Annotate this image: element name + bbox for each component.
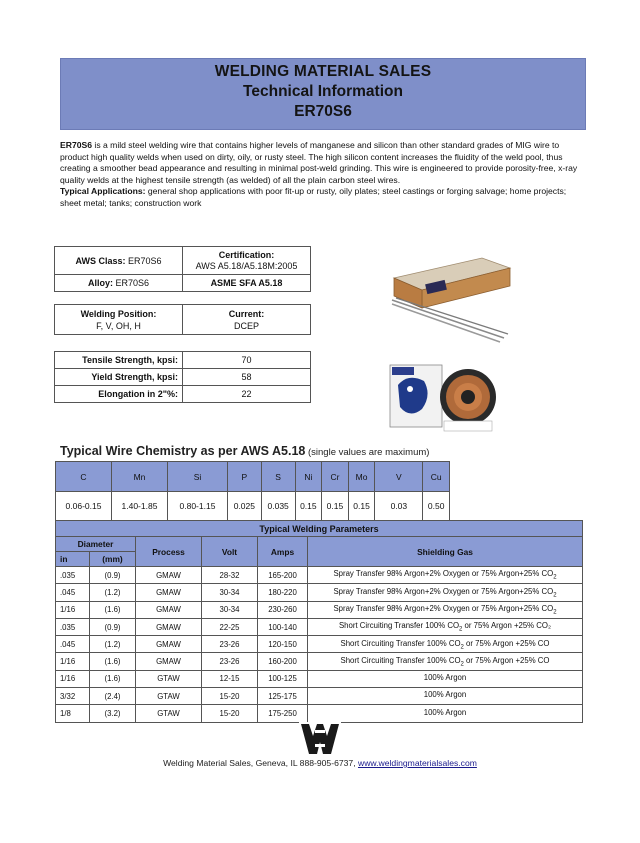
process-cell: GMAW	[136, 636, 202, 653]
parameter-row	[56, 688, 583, 705]
diameter-in-cell: .035	[56, 618, 90, 635]
gas-text: Spray Transfer 98% Argon+2% Oxygen or 75% Argon+25% CO	[333, 569, 554, 579]
welding-parameters-table	[55, 520, 583, 723]
shielding-gas-cell	[308, 688, 583, 705]
gas-text-suffix: or 75% Argon +25% CO₂	[462, 621, 551, 631]
gas-text: Spray Transfer 98% Argon+2% Oxygen or 75% Argon+25% CO	[333, 603, 554, 613]
amps-cell: 230-260	[258, 601, 308, 618]
position-table	[54, 304, 311, 335]
shielding-gas-cell	[308, 618, 583, 635]
title-banner	[60, 58, 586, 130]
gas-subscript: 2	[459, 626, 463, 633]
document-subtitle: Technical Information	[243, 83, 403, 100]
shielding-gas-cell	[308, 670, 583, 687]
diameter-header: Diameter	[56, 537, 136, 552]
current-label: Current:	[228, 308, 265, 319]
yield-label: Yield Strength, kpsi:	[55, 369, 183, 386]
website-link[interactable]: www.weldingmaterialsales.com	[357, 758, 477, 768]
chem-value-mo: 0.15	[348, 492, 375, 522]
chem-header-ni: Ni	[295, 462, 322, 492]
mechanical-table	[54, 351, 311, 403]
diameter-in-cell: .045	[56, 636, 90, 653]
process-cell: GTAW	[136, 705, 202, 722]
diameter-mm-cell: (0.9)	[90, 567, 136, 584]
chem-value-ni: 0.15	[295, 492, 322, 522]
process-cell: GMAW	[136, 653, 202, 670]
gas-text: Short Circuiting Transfer 100% CO	[340, 655, 461, 665]
chem-value-v: 0.03	[375, 492, 423, 522]
shielding-gas-cell	[308, 584, 583, 601]
diameter-in-cell: 1/16	[56, 653, 90, 670]
amps-header: Amps	[258, 537, 308, 567]
volt-cell: 15-20	[202, 705, 258, 722]
tensile-value: 70	[183, 352, 311, 369]
shielding-gas-cell	[308, 705, 583, 722]
gas-subscript: 2	[553, 609, 557, 616]
process-cell: GMAW	[136, 567, 202, 584]
gas-subscript: 2	[553, 592, 557, 599]
process-cell: GTAW	[136, 670, 202, 687]
gas-text-suffix: or 75% Argon +25% CO	[463, 655, 550, 665]
chem-value-mn: 1.40-1.85	[111, 492, 167, 522]
diameter-mm-cell: (2.4)	[90, 688, 136, 705]
diameter-mm-cell: (1.2)	[90, 636, 136, 653]
parameter-row	[56, 670, 583, 687]
chem-header-mo: Mo	[348, 462, 375, 492]
mechanical-row	[55, 386, 311, 403]
chem-header-p: P	[227, 462, 261, 492]
welding-position-label: Welding Position:	[80, 308, 157, 319]
chemistry-header-row	[56, 462, 450, 492]
in-header: in	[56, 552, 90, 567]
volt-cell: 15-20	[202, 688, 258, 705]
company-name: WELDING MATERIAL SALES	[214, 63, 432, 80]
volt-cell: 30-34	[202, 601, 258, 618]
diameter-in-cell: 3/32	[56, 688, 90, 705]
chemistry-table	[55, 461, 450, 522]
amps-cell: 125-175	[258, 688, 308, 705]
footer-text: Welding Material Sales, Geneva, IL 888-905-6737,	[163, 758, 358, 768]
classification-table	[54, 246, 311, 292]
chem-value-si: 0.80-1.15	[167, 492, 227, 522]
mechanical-row	[55, 369, 311, 386]
diameter-in-cell: .045	[56, 584, 90, 601]
yield-value: 58	[183, 369, 311, 386]
chem-header-s: S	[261, 462, 295, 492]
amps-cell: 100-125	[258, 670, 308, 687]
diameter-mm-cell: (1.6)	[90, 601, 136, 618]
chem-value-cu: 0.50	[423, 492, 450, 522]
intro-paragraph	[60, 140, 586, 210]
chem-value-p: 0.025	[227, 492, 261, 522]
volt-cell: 22-25	[202, 618, 258, 635]
chemistry-note: (single values are maximum)	[305, 447, 430, 458]
chem-header-cr: Cr	[322, 462, 349, 492]
chem-value-cr: 0.15	[322, 492, 349, 522]
volt-cell: 12-15	[202, 670, 258, 687]
wms-logo	[299, 722, 341, 756]
diameter-in-cell: 1/16	[56, 601, 90, 618]
diameter-in-cell: 1/16	[56, 670, 90, 687]
process-cell: GMAW	[136, 584, 202, 601]
amps-cell: 160-200	[258, 653, 308, 670]
parameter-row	[56, 567, 583, 584]
process-cell: GMAW	[136, 618, 202, 635]
elongation-label: Elongation in 2"%:	[55, 386, 183, 403]
diameter-in-cell: .035	[56, 567, 90, 584]
gas-text: Short Circuiting Transfer 100% CO	[338, 621, 460, 631]
asme-spec: ASME SFA A5.18	[183, 275, 311, 292]
gas-text: Short Circuiting Transfer 100% CO	[340, 638, 461, 648]
tensile-label: Tensile Strength, kpsi:	[55, 352, 183, 369]
chem-value-s: 0.035	[261, 492, 295, 522]
chem-header-mn: Mn	[111, 462, 167, 492]
gas-text-suffix: or 75% Argon +25% CO	[463, 638, 550, 648]
gas-text: 100% Argon	[423, 690, 467, 700]
diameter-mm-cell: (3.2)	[90, 705, 136, 722]
parameter-row	[56, 601, 583, 618]
parameter-row	[56, 618, 583, 635]
gas-text: 100% Argon	[423, 707, 467, 717]
applications-label: Typical Applications:	[60, 186, 146, 197]
aws-class-label: AWS Class:	[75, 255, 126, 266]
gas-subscript: 2	[553, 574, 557, 581]
welding-position-value: F, V, OH, H	[96, 320, 141, 331]
elongation-value: 22	[183, 386, 311, 403]
amps-cell: 100-140	[258, 618, 308, 635]
applications-text: general shop applications with poor fit-up or rusty, oily plates; steel castings or forging salvage; home projects; sheet metal; tanks; construction work	[60, 186, 567, 208]
chemistry-value-row	[56, 492, 450, 522]
diameter-mm-cell: (1.6)	[90, 653, 136, 670]
amps-cell: 165-200	[258, 567, 308, 584]
diameter-in-cell: 1/8	[56, 705, 90, 722]
diameter-mm-cell: (0.9)	[90, 618, 136, 635]
certification-label: Certification:	[218, 249, 275, 260]
certification-value: AWS A5.18/A5.18M:2005	[195, 260, 298, 271]
volt-header: Volt	[202, 537, 258, 567]
shielding-gas-header: Shielding Gas	[308, 537, 583, 567]
volt-cell: 30-34	[202, 584, 258, 601]
mm-header: (mm)	[90, 552, 136, 567]
chem-header-cu: Cu	[423, 462, 450, 492]
product-name: ER70S6	[294, 103, 352, 120]
chemistry-title-text: Typical Wire Chemistry as per AWS A5.18	[60, 444, 306, 458]
mechanical-row	[55, 352, 311, 369]
shielding-gas-cell	[308, 636, 583, 653]
parameters-title: Typical Welding Parameters	[56, 521, 583, 537]
chem-header-c: C	[56, 462, 112, 492]
gas-subscript: 2	[460, 644, 464, 651]
shielding-gas-cell	[308, 653, 583, 670]
shielding-gas-cell	[308, 567, 583, 584]
blue-demon-spool-image	[388, 355, 500, 435]
parameter-row	[56, 636, 583, 653]
gas-text: Spray Transfer 98% Argon+2% Oxygen or 75% Argon+25% CO	[333, 586, 554, 596]
footer	[0, 758, 640, 768]
intro-description: is a mild steel welding wire that contains higher levels of manganese and silicon than other standard grades of MIG wire to product high quality welds when used on dirty, oily, or rusty steel. The high silicon content increases the fluidity of the weld pool, thus creating a smoother bead appearance and resulting in minimal post-weld grinding. This wire is engineered to provide porosity-free, x-ray quality welds at the highest tensile strength (as welded) of all the plain carbon steel wires.	[60, 140, 578, 185]
current-value: DCEP	[233, 320, 259, 331]
parameter-row	[56, 705, 583, 722]
diameter-mm-cell: (1.2)	[90, 584, 136, 601]
alloy-value: ER70S6	[112, 278, 150, 288]
alloy-label: Alloy:	[87, 278, 113, 288]
aws-class-value: ER70S6	[125, 255, 162, 266]
amps-cell: 120-150	[258, 636, 308, 653]
amps-cell: 175-250	[258, 705, 308, 722]
chemistry-title	[60, 444, 429, 458]
tig-rod-box-image	[386, 256, 516, 346]
volt-cell: 28-32	[202, 567, 258, 584]
intro-product: ER70S6	[60, 140, 93, 150]
amps-cell: 180-220	[258, 584, 308, 601]
chem-header-si: Si	[167, 462, 227, 492]
diameter-mm-cell: (1.6)	[90, 670, 136, 687]
shielding-gas-cell	[308, 601, 583, 618]
volt-cell: 23-26	[202, 653, 258, 670]
parameter-row	[56, 653, 583, 670]
volt-cell: 23-26	[202, 636, 258, 653]
process-header: Process	[136, 537, 202, 567]
chem-value-c: 0.06-0.15	[56, 492, 112, 522]
parameter-row	[56, 584, 583, 601]
gas-text: 100% Argon	[423, 673, 467, 683]
chem-header-v: V	[375, 462, 423, 492]
process-cell: GTAW	[136, 688, 202, 705]
process-cell: GMAW	[136, 601, 202, 618]
gas-subscript: 2	[460, 661, 464, 668]
